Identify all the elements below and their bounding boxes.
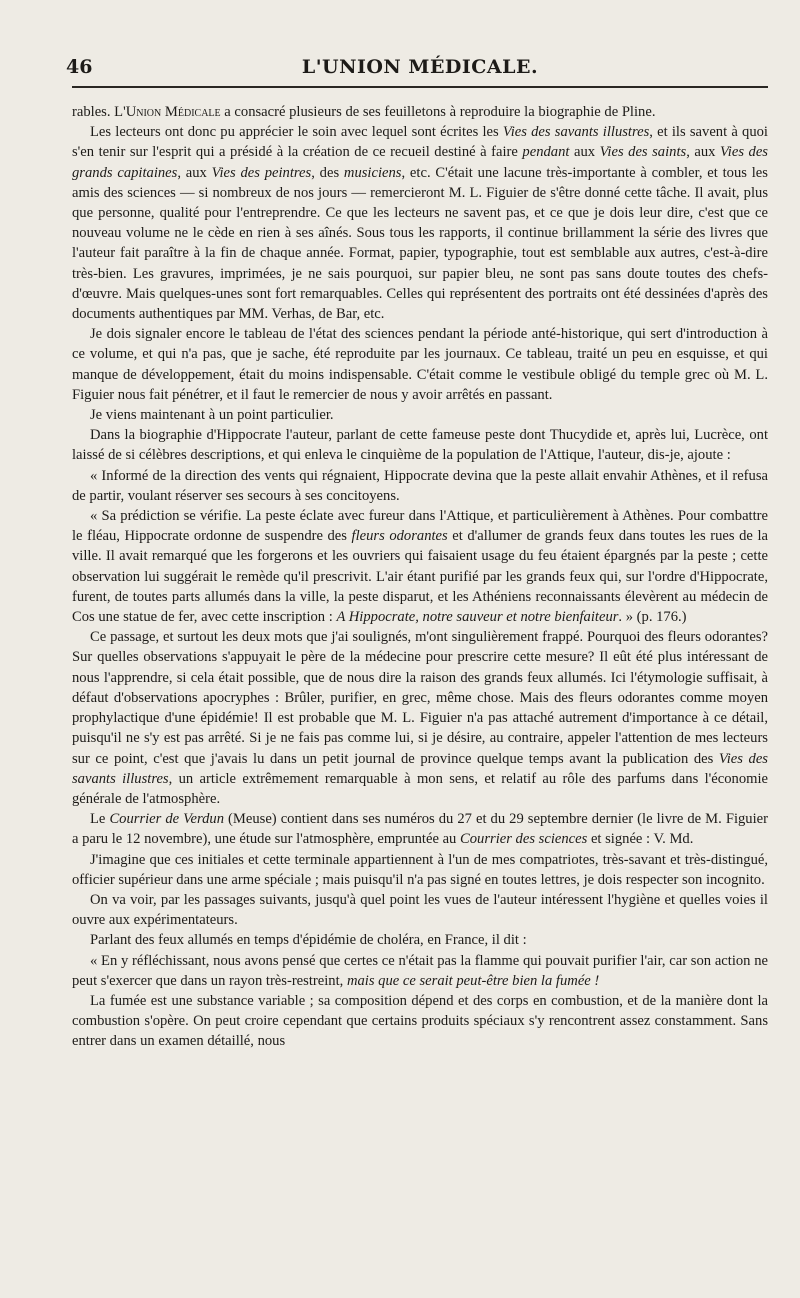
text-run: , des (311, 164, 344, 181)
paragraph-p10 (72, 850, 768, 890)
text-run: Les lecteurs ont donc pu apprécier le soin avec lequel sont écrites les (90, 124, 503, 141)
text-run: a consacré plusieurs de ses feuilletons à reproduire la biographie de Pline. (220, 104, 656, 120)
page-header (66, 48, 768, 88)
text-run: . » (p. 176.) (618, 609, 687, 626)
paragraph-p2 (72, 122, 768, 324)
text-run: mais que ce serait peut-être bien la fumée ! (346, 972, 600, 989)
text-run: L'Union Médicale (114, 104, 221, 120)
text-run: J'imagine que ces initiales et cette terminale appartiennent à l'un de mes compatriotes, très-savant et très-distingué, officier supérieur dans une arme spéciale ; mais puisqu'il n'a pas signé en toutes lettres, je dois respecter son incognito. (72, 851, 768, 888)
paragraph-p9 (72, 809, 768, 849)
paragraph-p8 (72, 627, 768, 809)
paragraph-p3 (72, 324, 768, 405)
text-run: La fumée est une substance variable ; sa composition dépend et des corps en combustion, et de la manière dont la combustion s'opère. On peut croire cependant que certains produits spéciaux s'y rencontrent assez constamment. Sans entrer dans un examen détaillé, nous (72, 992, 768, 1050)
paragraph-p1 (72, 102, 768, 122)
text-run: Le (90, 811, 110, 828)
text-run: , un article extrêmement remarquable à mon sens, et relatif au rôle des parfums dans l'économie générale de l'atmosphère. (72, 770, 768, 807)
text-run: Vies des grands capitaines (72, 144, 768, 181)
text-run: On va voir, par les passages suivants, jusqu'à quel point les vues de l'auteur intéressent l'hygiène et quelles voies il ouvre aux expérimentateurs. (72, 891, 768, 929)
body-text (72, 102, 768, 1052)
text-run: Vies des saints (599, 144, 687, 161)
running-title: L'UNION MÉDICALE. (301, 56, 539, 78)
paragraph-p11 (72, 890, 768, 930)
text-run: Dans la biographie d'Hippocrate l'auteur, parlant de cette fameuse peste dont Thucydide et, après lui, Lucrèce, ont laissé de si célèbres descriptions, et qui enleva le cinquième de la population de l'Attique, l'auteur, dis-je, ajoute : (72, 427, 768, 464)
text-run: fleurs odorantes (351, 528, 448, 545)
text-run: « Informé de la direction des vents qui régnaient, Hippocrate devina que la peste allait envahir Athènes, et il refusa de partir, voulant réserver ses secours à ses concitoyens. (72, 467, 768, 504)
text-run: « En y réfléchissant, nous avons pensé que certes ce n'était pas la flamme qui pouvait purifier l'air, car son action ne peut s'exercer que dans un rayon très-restreint, (72, 952, 768, 989)
paragraph-p13 (72, 951, 768, 991)
paragraph-p7 (72, 506, 768, 627)
text-run: pendant (522, 144, 570, 161)
text-run: , aux (177, 164, 212, 181)
text-run: (Meuse) contient dans ses numéros du 27 et du 29 septembre dernier (le livre de M. Figuier a paru le 12 novembre), une étude sur l'atmosphère, empruntée au (72, 811, 768, 848)
text-run: Vies des savants illustres (502, 124, 650, 141)
text-run: Courrier des sciences (460, 831, 588, 848)
text-run: rables. (72, 104, 115, 120)
text-run: Vies des savants illustres (72, 750, 768, 787)
text-run: A Hippocrate, notre sauveur et notre bienfaiteur (336, 609, 619, 626)
text-run: Parlant des feux allumés en temps d'épidémie de choléra, en France, il dit : (90, 932, 527, 949)
text-run: Courrier de Verdun (109, 811, 224, 828)
text-run: Vies des peintres (211, 164, 312, 181)
paragraph-p5 (72, 425, 768, 465)
text-run: , et ils savent à quoi s'en tenir sur l'esprit qui a présidé à la création de ce recueil destiné à faire (72, 124, 768, 161)
paragraph-p14 (72, 991, 768, 1052)
text-run: « Sa prédiction se vérifie. La peste éclate avec fureur dans l'Attique, et particulièrement à Athènes. Pour combattre le fléau, Hippocrate ordonne de suspendre des (72, 508, 768, 545)
text-run: et signée : V. Md. (587, 831, 694, 848)
paragraph-p4 (72, 405, 768, 425)
text-run: Je dois signaler encore le tableau de l'état des sciences pendant la période anté-historique, qui sert d'introduction à ce volume, et qui n'a pas, que je sache, été reproduite par les journaux. Ce tableau, traité un peu en esquisse, et qui manque de développement, était du moins indispensable. C'était comme le vestibule obligé du temple grec où M. L. Figuier nous fait pénétrer, et il faut le remercier de nous y avoir arrêtés en passant. (72, 326, 768, 403)
text-run: Ce passage, et surtout les deux mots que j'ai soulignés, m'ont singulièrement frappé. Pourquoi des fleurs odorantes? Sur quelles observations s'appuyait le père de la médecine pour prescrire cette mesure? Il eût été plus intéressant de nous l'apprendre, si cela était possible, que de nous dire la raison des grands feux allumés. Ici l'étymologie suffisait, à défaut d'observations apocryphes : Brûler, purifier, en grec, même chose. Mais des fleurs odorantes comme moyen prophylactique d'une épidémie! Il est probable que M. L. Figuier n'a pas attaché autrement d'importance à ce détail, puisqu'il ne s'y est pas arrêté. Si je ne fais pas comme lui, si je désire, au contraire, appeler l'attention de mes lecteurs sur ce point, c'est que j'avais lu dans un petit journal de province quelque temps avant la publication des (72, 629, 768, 767)
text-run: , etc. C'était une lacune très-importante à combler, et tous les amis des sciences — si nombreux de nos jours — remercieront M. L. Figuier de s'être donné cette tâche. Il avait, plus que personne, qualité pour l'entreprendre. Ce que les lecteurs ne savent pas, et ce que je dois leur dire, c'est que ce nouveau volume ne le cède en rien à ses aînés. Sous tous les rapports, il continue brillamment la série des livres que l'auteur fait paraître à la fin de chaque année. Format, papier, typographie, tout est semblable aux autres, c'est-à-dire très-bien. Les gravures, imprimées, je ne sais pourquoi, sur papier bleu, ne sont pas sans doute toutes des chefs-d'œuvre. Mais quelques-unes sont fort remarquables. Celles qui représentent des portraits ont été dessinées d'après des documents authentiques par MM. Verhas, de Bar, etc. (72, 164, 768, 323)
text-run: , aux (686, 144, 720, 161)
text-run: Je viens maintenant à un point particulier. (90, 407, 334, 424)
page-number: 46 (66, 56, 93, 78)
text-run: et d'allumer de grands feux dans toutes les rues de la ville. Il avait remarqué que les forgerons et les ouvriers qui faisaient usage du feu étaient épargnés par la peste ; cette observation lui suggérait le remède qu'il prescrivit. L'air étant purifié par les grands feux qui, sur l'ordre d'Hippocrate, furent, de toutes parts allumés dans la ville, la peste disparut, et les Athéniens reconnaissants élevèrent au médecin de Cos une statue de fer, avec cette inscription : (72, 528, 768, 626)
paragraph-p6 (72, 466, 768, 506)
text-run: musiciens (343, 164, 402, 181)
paragraph-p12 (72, 930, 768, 950)
text-run: aux (569, 144, 600, 161)
